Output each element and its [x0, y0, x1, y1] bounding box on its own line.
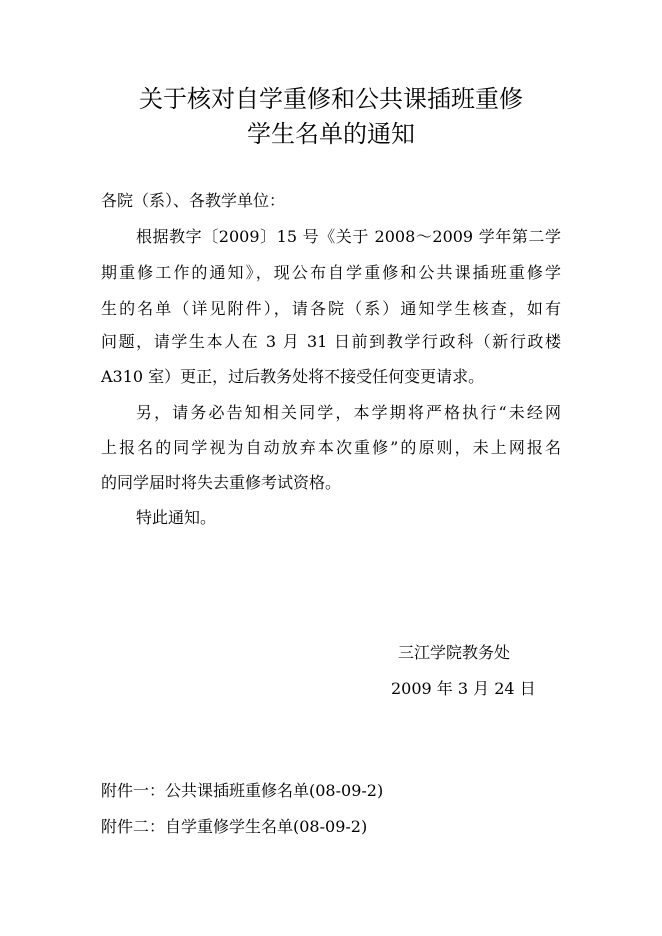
closing-line: 特此通知。: [136, 508, 217, 527]
document-title-line-1: 关于核对自学重修和公共课插班重修: [139, 85, 523, 113]
signature-organization: 三江学院教务处: [398, 643, 511, 662]
paragraph-1-line-1: 根据教字〔2009〕15 号《关于 2008～2009 学年第二学: [136, 227, 561, 246]
paragraph-1-line-4: 问题，请学生本人在 3 月 31 日前到教学行政科（新行政楼: [101, 332, 561, 351]
document-title-line-2: 学生名单的通知: [247, 120, 415, 148]
paragraph-2-line-2: 上报名的同学视为自动放弃本次重修”的原则，未上网报名: [101, 438, 561, 457]
signature-date: 2009 年 3 月 24 日: [391, 679, 536, 698]
paragraph-1-line-2: 期重修工作的通知》，现公布自学重修和公共课插班重修学: [101, 263, 561, 282]
paragraph-1-line-3: 生的名单（详见附件），请各院（系）通知学生核查，如有: [101, 299, 561, 318]
salutation: 各院（系）、各教学单位：: [101, 191, 286, 210]
attachment-item: 附件二：自学重修学生名单(08-09-2): [101, 817, 368, 836]
paragraph-1-line-5: A310 室）更正，过后教务处将不接受任何变更请求。: [101, 367, 485, 386]
attachment-item: 附件一：公共课插班重修名单(08-09-2): [101, 781, 384, 800]
paragraph-2-line-3: 的同学届时将失去重修考试资格。: [101, 473, 342, 492]
paragraph-2-line-1: 另，请务必告知相关同学，本学期将严格执行“未经网: [136, 403, 561, 422]
